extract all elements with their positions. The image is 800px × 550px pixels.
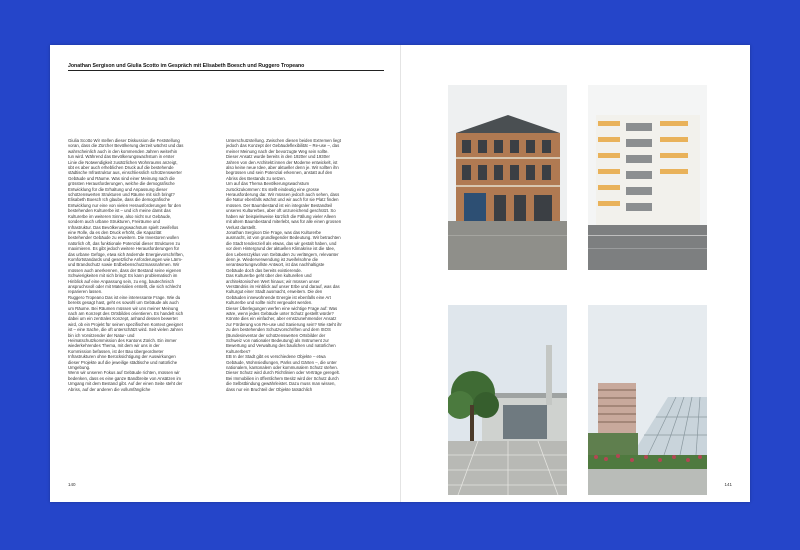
photo-historic-building [448,85,567,270]
page-gutter [400,45,401,502]
paragraph: Ruggero Tropeano Das ist eine interessante Frage. Wie du bereits gesagt hast, geht es sowohl um Gebäude als auch um Räume. Bei Räumen müssen wir uns meiner Meinung nach am Konzept des Ortsbildes orientieren. Es handelt sich dabei um ein zentrales Konzept, anhand dessen bewertet wird, ob ein Projekt für seinen spezifischen Kontext geeignet ist – eine Sache, die oft unterschätzt wird. Seit vielen Jahren bin ich Vorsitzender der Natur- und Heimatschutzkommission des Kantons Zürich. Ein immer wiederkehrendes Thema, mit dem wir uns in der Kommission befassen, ist der Bau übergeordneter Infrastrukturen ohne Berücksichtigung der Auswirkungen dieser Projekte auf die jeweilige städtische und natürliche Umgebung. [68,294,184,371]
photo-apartment-block [588,85,707,270]
text-column-right [226,138,342,478]
paragraph: Unterschutzstellung. Zwischen diesen beiden Extremen liegt jedoch das Konzept der Gebäudeflexibilität – Re-use –, das meiner Meinung nach der bevorzugte Weg sein sollte. Dieser Ansatz wurde bereits in den 1920er und 1930er Jahren von den Architekt:innen der Moderne entwickelt, ist also keine neue Idee, aber aktueller denn je. Wir sollten ihn begrüssen und sein Potenzial erkennen, anstatt auf den Abriss des Bestands zu setzen. [226,138,341,181]
paragraph: Das Kulturerbe geht über den kulturellen und architektonischen Wert hinaus; wir müssen unser Verständnis im Hinblick auf unser Erbe und darauf, was das Kulturgut einer Stadt ausmacht, erweitern. Die den Gebäuden innewohnende Energie ist ebenfalls eine Art Kulturerbe und sollte nicht vergeudet werden. [226,273,340,306]
paragraph: Dieser Überlegungen werfen eine wichtige Frage auf: Was wäre, wenn jedes Gebäude unter Schutz gestellt würde? Könnte dies ein einfacher, aber ernstzunehmender Ansatz zur Förderung von Re-use und Sanierung sein? Wie steht ihr zu den bestehenden Schutzvorschriften und dem ISOS (Bundesinventar der schützenswerten Ortsbilder der Schweiz von nationaler Bedeutung) als Instrument zur Bewertung und Verwaltung des baulichen und natürlichen Kulturerbes? [226,305,342,354]
paragraph: EB In der Stadt gibt es verschiedene Objekte – etwa Gebäude, Wohnsiedlungen, Parks und Gärten –, die unter nationalem, kantonalem oder kommunalem Schutz stehen. Dieser Schutz wird durch Richtlinien oder Verträge geregelt. Bei Immobilien in öffentlichem Besitz wird der Schutz durch die Selbstbindung gewährleistet. Dazu muss man wissen, dass nur ein Bruchteil der Objekte tatsächlich [226,354,340,392]
page-number-right: 141 [724,482,732,487]
running-header: Jonathan Sergison und Giulia Scotto im Gespräch mit Elisabeth Boesch und Ruggero Tropeano [68,63,305,69]
paragraph: Um auf das Thema Bevölkerungswachstum zurückzukommen: Es stellt eindeutig eine grosse Herausforderung dar. Wir müssen jedoch auch sehen, dass die Natur ebenfalls wächst und wir auch für sie Platz finden müssen. Der Baumbestand ist ein integraler Bestandteil unseres Kulturerbes, aber oft unzureichend geschützt. So haben wir beispielsweise kürzlich die Fällung vieler Alleen mit altem Baumbestand miterlebt, was für alle einen grossen Verlust darstellt. [226,181,342,230]
book-spread [50,45,750,502]
photo-modernist-building [448,305,567,495]
text-column-left [68,138,184,478]
header-rule [68,70,384,71]
paragraph: Jonathan Sergison Die Frage, was das Kulturerbe ausmacht, ist von grundlegender Bedeutung. Wir betrachten die Stadt tendenziell als etwas, das wir gestalt haben, und vor dem Hintergrund der aktuellen Klimakrise ist die Idee, den Lebenszyklus von Gebäuden zu verlängern, relevanter denn je. Wiederverwendung ist zweifelsohne die verantwortungsvollste Antwort, ist das nachhaltigste Gebäude doch das bereits existierende. [226,229,341,273]
paragraph: Wenn wir unseren Fokus auf Gebäude richten, müssen wir bedenken, dass es eine ganze Bandbreite von Ansätzen im Umgang mit dem Bestand gibt. Auf der einen Seite steht der Abriss, auf der anderen die vollumfängliche [68,370,183,392]
page-number-left: 140 [68,482,76,487]
paragraph: Giulia Scotto Wir stellen dieser Diskussion die Feststellung voran, dass die Zürcher Bevölkerung derzeit wächst und das wahrscheinlich auch in den kommenden Jahren weiterhin tun wird. Während das Bevölkerungswachstum in erster Linie die Notwendigkeit zusätzlichen Wohnraums anzeigt, übt es aber auch erheblichen Druck auf die bestehende städtische Infrastruktur aus, einschliesslich schützenswerter Gebäude und Räume. Was sind einer Meinung nach die grössten Herausforderungen, welche die demografische Entwicklung für die Erhaltung und Anpassung dieser schützenswerten Strukturen und Räume mit sich bringt? [68,138,184,198]
photo-greenhouse [588,305,707,495]
paragraph: Elisabeth Boesch Ich glaube, dass die demografische Entwicklung nur eine von vielen Herausforderungen für den bestehenden Kulturerbe ist – und ich meine damit das Kulturerbe im weiteren Sinne, also nicht nur Gebäude, sondern auch urbane Strukturen, Freiräume und Infrastruktur. Das Bevölkerungswachstum spielt zweifellos eine Rolle, da es den Druck erhöht, die Kapazität bestehender Gebäude zu erweitern. Die Investoren wollen natürlich oft, das funktionale Potenzial dieser Strukturen zu maximieren. Es gibt jedoch weitere Herausforderungen für das urbane Gefüge, etwa sich ändernde Energievorschriften, Komfortstandards und gesetzliche Anforderungen wie Lärm- und Brandschutz sowie Erdbebenschutzmassnahmen. Wir müssen auch anerkennen, dass der Bestand seine eigenen Schwierigkeiten mit sich bringt: Es kann problematisch im Hinblick auf eine Anpassung sein, zu eng, bautechnisch anspruchsvoll oder mit Materialien erstellt, die sich schlecht reparieren lassen. [68,197,184,295]
